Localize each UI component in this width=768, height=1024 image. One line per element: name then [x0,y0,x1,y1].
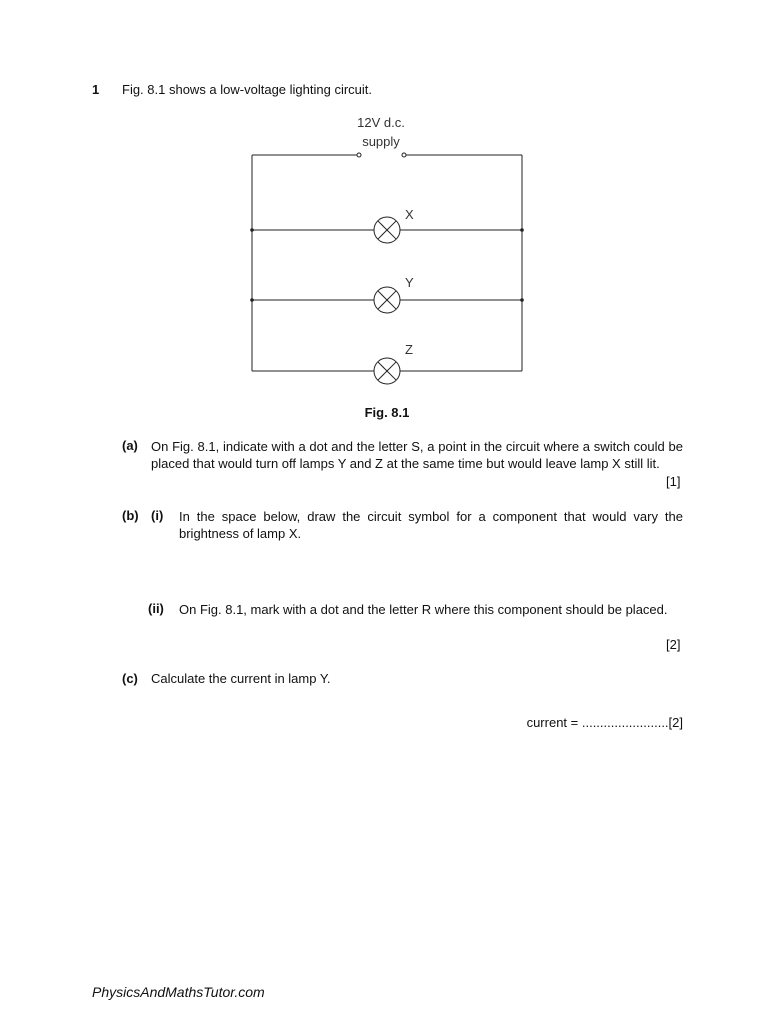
part-b-ii-label: (ii) [148,601,164,616]
supply-label-line1: 12V d.c. [357,115,405,130]
supply-terminal-right [402,153,406,157]
part-b-ii-text: On Fig. 8.1, mark with a dot and the letter R where this component should be placed. [179,602,668,617]
part-a-marks: [1] [666,474,681,489]
part-c-label: (c) [122,671,138,686]
part-c-text: Calculate the current in lamp Y. [151,671,331,686]
lamp-y-icon [374,287,400,313]
answer-line: current = ........................[2] [526,715,683,730]
supply-label-line2: supply [362,134,400,149]
lamp-z-label: Z [405,342,413,357]
junction-dots [250,228,524,302]
part-b-label: (b) [122,508,139,523]
part-b-marks: [2] [666,637,681,652]
part-b-i-text: In the space below, draw the circuit symbol for a component that would vary the brightness of lamp X. [179,509,683,541]
supply-terminal-left [357,153,361,157]
lamp-y-label: Y [405,275,414,290]
part-b-i-label: (i) [151,508,164,523]
question-number: 1 [92,82,100,97]
part-a-label: (a) [122,438,138,453]
figure-caption: Fig. 8.1 [364,405,410,420]
part-a-text: On Fig. 8.1, indicate with a dot and the letter S, a point in the circuit where a switch could be placed that would turn off lamps Y and Z at the same time but would leave lamp X still lit. [151,439,683,471]
question-intro: Fig. 8.1 shows a low-voltage lighting circuit. [122,82,373,97]
lamp-z-icon [374,358,400,384]
lamp-x-icon [374,217,400,243]
circuit-diagram [0,0,768,403]
lamp-x-label: X [405,207,414,222]
footer-brand: PhysicsAndMathsTutor.com [92,984,265,1000]
circuit-svg [0,0,768,400]
